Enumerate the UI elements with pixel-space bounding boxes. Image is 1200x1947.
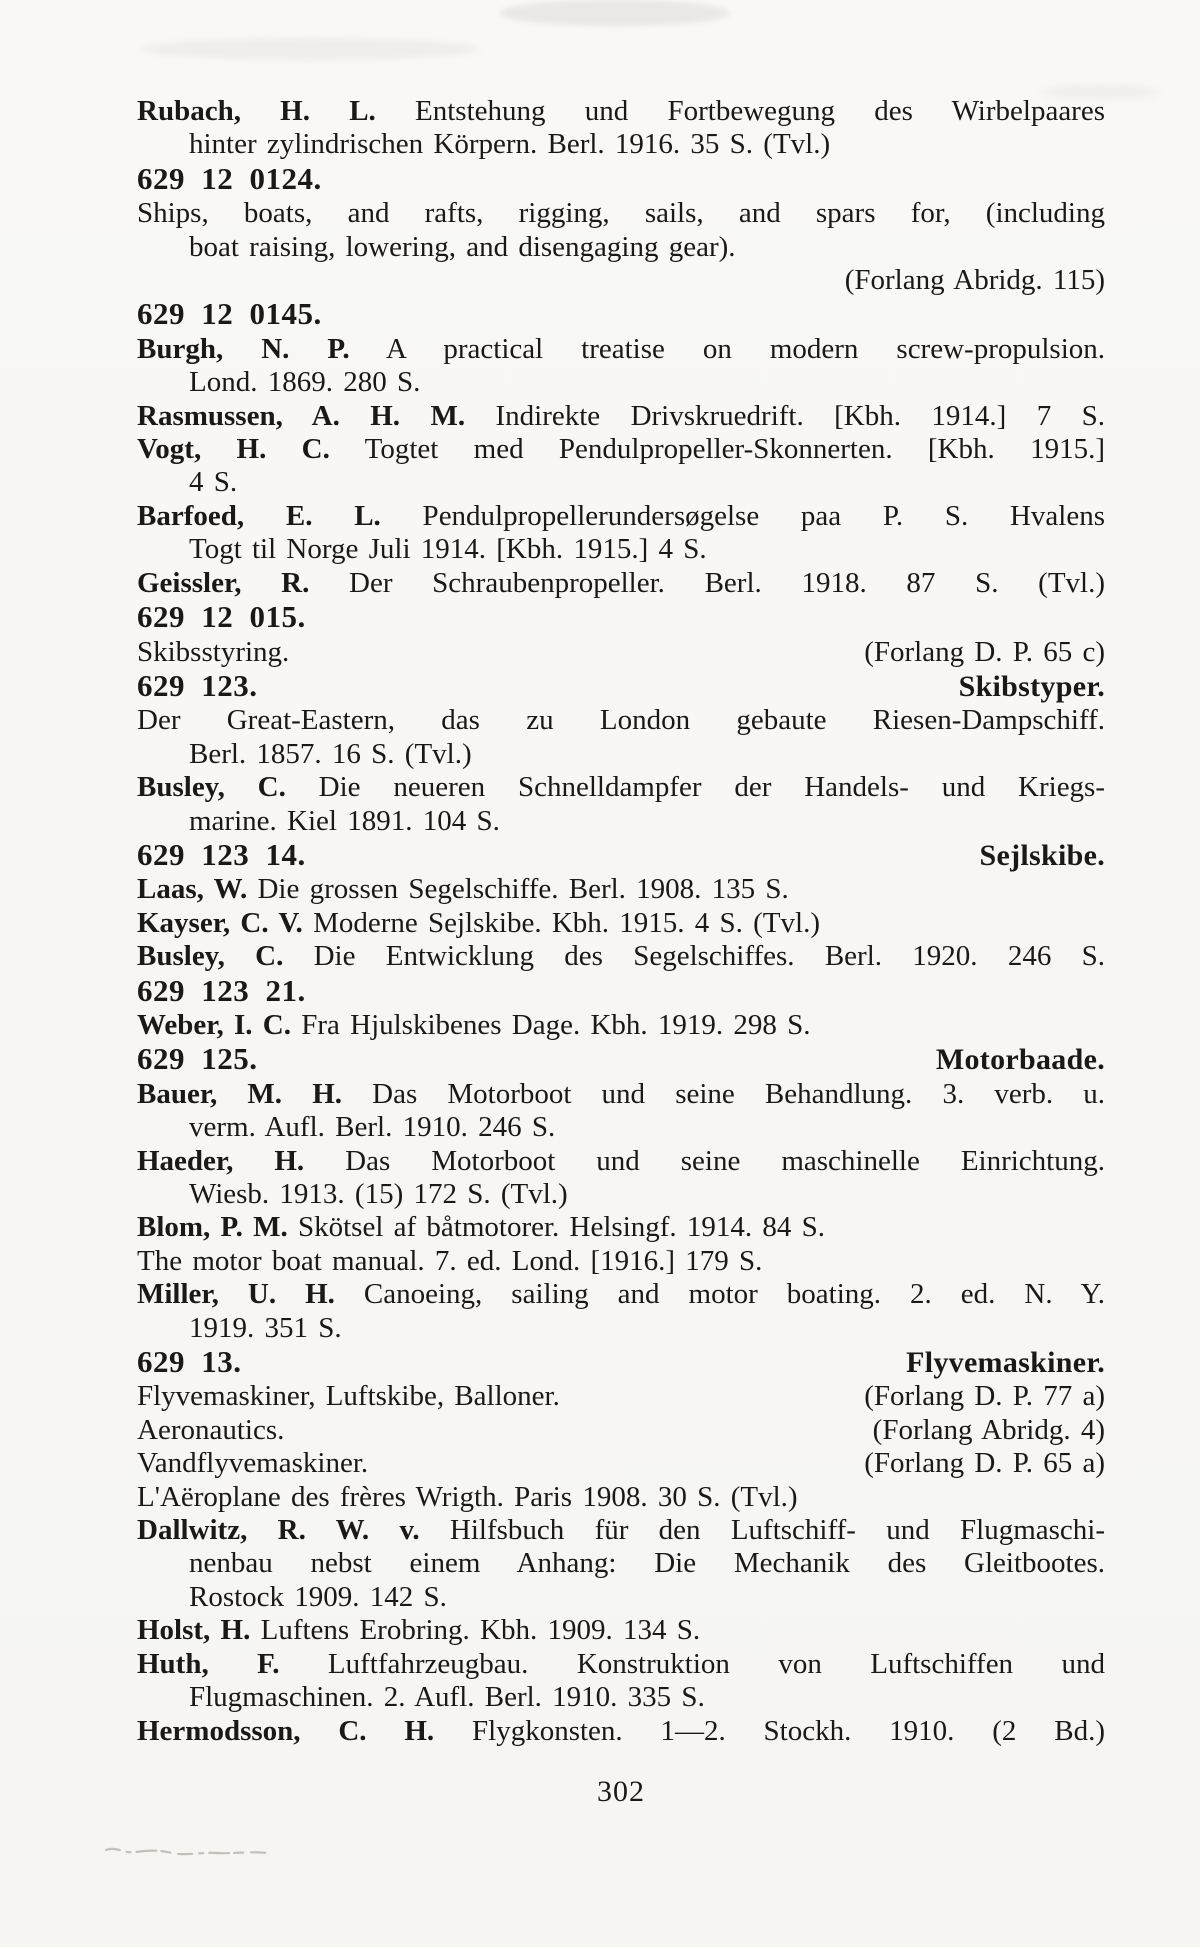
catalog-line (137, 231, 1105, 264)
line-left (189, 1178, 568, 1210)
catalog-line (137, 704, 1105, 737)
reference-note: (Forlang Abridg. 4) (872, 1413, 1105, 1446)
catalog-line (137, 1414, 1105, 1447)
line-left (137, 940, 1105, 972)
entry-text: 4 S. (189, 466, 238, 499)
line-left (137, 873, 789, 905)
section-label: Skibstyper. (958, 669, 1105, 703)
classification-number: 629 123 21. (137, 972, 306, 1008)
catalog-line (137, 1648, 1105, 1681)
classification-line (137, 1042, 1105, 1077)
line-left (137, 433, 1105, 465)
entry-text: Flygkonsten. 1—2. Stockh. 1910. (2 Bd.) (434, 1714, 1105, 1747)
catalog-line (137, 95, 1105, 128)
entry-text: L'Aëroplane des frères Wrigth. Paris 1908. 30 S. (Tvl.) (137, 1480, 798, 1513)
classification-line (137, 974, 1105, 1009)
line-left (189, 1111, 555, 1143)
line-left (137, 197, 1105, 229)
author-name: Busley, C. (137, 771, 286, 804)
entry-text: Berl. 1857. 16 S. (Tvl.) (189, 737, 472, 770)
entry-text: Pendulpropellerundersøgelse paa P. S. Hvalens (380, 499, 1105, 532)
line-left (137, 972, 306, 1008)
catalog-line (137, 533, 1105, 566)
catalog-line (137, 567, 1105, 600)
catalog-line (137, 333, 1105, 366)
line-left (189, 1547, 1105, 1579)
classification-number: 629 12 0124. (137, 160, 322, 196)
line-left (189, 533, 707, 565)
entry-text: marine. Kiel 1891. 104 S. (189, 804, 500, 837)
line-left (137, 1078, 1105, 1110)
classification-line (137, 600, 1105, 635)
line-left (189, 366, 420, 398)
classification-line (137, 838, 1105, 873)
catalog-line (137, 873, 1105, 906)
entry-text: Rostock 1909. 142 S. (189, 1580, 447, 1613)
line-left (189, 231, 736, 263)
catalog-line (137, 1715, 1105, 1748)
classification-number: 629 12 0145. (137, 296, 322, 332)
line-left (137, 704, 1105, 736)
line-left (137, 1514, 1105, 1546)
scan-smudge-upper-left (140, 38, 480, 60)
pencil-mark (102, 1840, 272, 1864)
entry-text: A practical treatise on modern screw-propulsion. (349, 332, 1105, 365)
entry-text: Vandflyvemaskiner. (137, 1447, 369, 1480)
catalog-line (137, 907, 1105, 940)
section-label: Motorbaade. (935, 1043, 1105, 1077)
line-left (137, 907, 820, 939)
classification-number: 629 123. (137, 667, 258, 703)
line-left (137, 1145, 1105, 1177)
classification-line (137, 669, 1105, 704)
author-name: Vogt, H. C. (137, 433, 330, 466)
entry-text: Lond. 1869. 280 S. (189, 366, 421, 399)
entry-text: Das Motorboot und seine maschinelle Einrichtung. (304, 1144, 1105, 1177)
author-name: Miller, U. H. (137, 1278, 335, 1311)
line-left (137, 599, 306, 635)
classification-line (137, 1345, 1105, 1380)
entry-text: Die neueren Schnelldampfer der Handels- und Kriegs- (285, 771, 1106, 804)
entry-text: Ships, boats, and rafts, rigging, sails, and spars for, (including (137, 197, 1105, 230)
classification-number: 629 13. (137, 1344, 242, 1380)
author-name: Rasmussen, A. H. M. (137, 399, 466, 432)
catalog-line (137, 1278, 1105, 1311)
section-label: Sejlskibe. (979, 838, 1105, 872)
line-left (189, 128, 830, 160)
line-left (137, 1042, 258, 1077)
line-left (137, 160, 322, 196)
line-left (137, 1715, 1105, 1747)
author-name: Barfoed, E. L. (137, 499, 381, 532)
entry-text: Der Schraubenpropeller. Berl. 1918. 87 S. (Tvl.) (309, 566, 1105, 599)
entry-text: Flugmaschinen. 2. Aufl. Berl. 1910. 335 S. (189, 1681, 705, 1714)
catalog-line (137, 1245, 1105, 1278)
line-left (189, 1681, 705, 1713)
scan-smudge-top (500, 0, 730, 26)
reference-note: (Forlang D. P. 65 c) (864, 635, 1105, 668)
section-label: Flyvemaskiner. (906, 1346, 1105, 1380)
classification-line (137, 162, 1105, 197)
author-name: Busley, C. (137, 940, 284, 973)
catalog-text-block (137, 95, 1105, 1809)
author-name: Huth, F. (137, 1647, 280, 1680)
line-left (137, 500, 1105, 532)
catalog-line (137, 1111, 1105, 1144)
catalog-line (137, 366, 1105, 399)
line-left (189, 466, 237, 498)
line-left (137, 95, 1105, 127)
reference-note: (Forlang Abridg. 115) (844, 264, 1105, 297)
entry-text: Die Entwicklung des Segelschiffes. Berl. 1920. 246 S. (283, 940, 1105, 973)
catalog-line (137, 1380, 1105, 1413)
catalog-line (137, 1681, 1105, 1714)
line-left (189, 805, 500, 837)
author-name: Laas, W. (137, 873, 248, 906)
catalog-line (137, 128, 1105, 161)
catalog-line (137, 500, 1105, 533)
entry-text: Hilfsbuch für den Luftschiff- und Flugmaschi- (419, 1514, 1105, 1547)
author-name: Haeder, H. (137, 1144, 305, 1177)
entry-text: Das Motorboot und seine Behandlung. 3. verb. u. (342, 1077, 1105, 1110)
author-name: Hermodsson, C. H. (137, 1714, 435, 1747)
line-left (137, 1245, 762, 1277)
catalog-line (137, 1009, 1105, 1042)
line-left (189, 738, 472, 770)
catalog-line (137, 197, 1105, 230)
line-left (137, 400, 1105, 432)
catalog-line (137, 264, 1105, 297)
line-left (137, 771, 1105, 803)
line-left (137, 1278, 1105, 1310)
reference-note: (Forlang D. P. 65 a) (864, 1447, 1105, 1480)
entry-text: 1919. 351 S. (189, 1311, 342, 1344)
entry-text: Aeronautics. (137, 1413, 285, 1446)
line-left (137, 1345, 242, 1380)
catalog-line (137, 433, 1105, 466)
catalog-line (137, 940, 1105, 973)
classification-number: 629 123 14. (137, 836, 306, 872)
entry-text: verm. Aufl. Berl. 1910. 246 S. (189, 1111, 556, 1144)
catalog-line (137, 1312, 1105, 1345)
entry-text: hinter zylindrischen Körpern. Berl. 1916. 35 S. (Tvl.) (189, 128, 831, 161)
entry-text: The motor boat manual. 7. ed. Lond. [1916.] 179 S. (137, 1244, 763, 1277)
catalog-line (137, 1481, 1105, 1514)
line-left (137, 1447, 368, 1480)
line-left (137, 1211, 825, 1243)
catalog-line (137, 805, 1105, 838)
entry-text: Entstehung und Fortbewegung des Wirbelpaares (375, 95, 1105, 127)
catalog-line (137, 1514, 1105, 1547)
catalog-line (137, 1614, 1105, 1647)
entry-text: Skibsstyring. (137, 635, 290, 668)
entry-text: Luftfahrzeugbau. Konstruktion von Luftschiffen und (279, 1647, 1105, 1680)
line-left (137, 669, 258, 704)
line-left (137, 1009, 811, 1041)
catalog-line (137, 636, 1105, 669)
catalog-line (137, 466, 1105, 499)
entry-text: Moderne Sejlskibe. Kbh. 1915. 4 S. (Tvl.) (302, 906, 820, 939)
author-name: Geissler, R. (137, 566, 310, 599)
author-name: Weber, I. C. (137, 1008, 291, 1041)
line-left (137, 1648, 1105, 1680)
author-name: Kayser, C. V. (137, 906, 303, 939)
line-left (137, 1414, 284, 1447)
entry-text: Togtet med Pendulpropeller-Skonnerten. [Kbh. 1915.] (329, 433, 1105, 466)
entry-text: Skötsel af båtmotorer. Helsingf. 1914. 84 S. (287, 1211, 826, 1244)
entry-text: Flyvemaskiner, Luftskibe, Balloner. (137, 1380, 560, 1413)
catalog-lines (137, 95, 1105, 1748)
line-left (137, 1614, 700, 1646)
author-name: Blom, P. M. (137, 1211, 288, 1244)
line-left (137, 1481, 798, 1513)
catalog-line (137, 1581, 1105, 1614)
line-left (137, 1380, 560, 1413)
reference-note: (Forlang D. P. 77 a) (864, 1380, 1105, 1413)
entry-text: nenbau nebst einem Anhang: Die Mechanik des Gleitbootes. (189, 1547, 1105, 1580)
catalog-line (137, 1078, 1105, 1111)
catalog-line (137, 1547, 1105, 1580)
line-left (137, 636, 289, 669)
catalog-line (137, 771, 1105, 804)
author-name: Burgh, N. P. (137, 332, 350, 365)
entry-text: Luftens Erobring. Kbh. 1909. 134 S. (250, 1614, 701, 1647)
catalog-line (137, 400, 1105, 433)
author-name: Rubach, H. L. (137, 95, 376, 127)
catalog-line (137, 1211, 1105, 1244)
author-name: Bauer, M. H. (137, 1077, 342, 1110)
catalog-line (137, 738, 1105, 771)
entry-text: Canoeing, sailing and motor boating. 2. ed. N. Y. (334, 1278, 1105, 1311)
catalog-line (137, 1447, 1105, 1480)
line-left (189, 1312, 342, 1344)
entry-text: Wiesb. 1913. (15) 172 S. (Tvl.) (189, 1178, 568, 1210)
catalog-line (137, 1178, 1105, 1211)
line-left (137, 296, 322, 332)
entry-text: Der Great-Eastern, das zu London gebaute Riesen-Dampschiff. (137, 704, 1105, 737)
page-number: 302 (597, 1774, 645, 1808)
classification-line (137, 297, 1105, 332)
classification-number: 629 125. (137, 1041, 258, 1077)
entry-text: Indirekte Drivskruedrift. [Kbh. 1914.] 7 S. (465, 399, 1105, 432)
line-left (137, 567, 1105, 599)
entry-text: Togt til Norge Juli 1914. [Kbh. 1915.] 4 S. (189, 533, 707, 566)
line-left (137, 838, 306, 873)
entry-text: Fra Hjulskibenes Dage. Kbh. 1919. 298 S. (290, 1008, 811, 1041)
author-name: Dallwitz, R. W. v. (137, 1514, 420, 1547)
line-left (137, 333, 1105, 365)
entry-text: boat raising, lowering, and disengaging gear). (189, 230, 736, 263)
catalog-line (137, 1145, 1105, 1178)
author-name: Holst, H. (137, 1614, 251, 1647)
line-left (189, 1581, 447, 1613)
entry-text: Die grossen Segelschiffe. Berl. 1908. 135 S. (247, 873, 789, 906)
classification-number: 629 12 015. (137, 599, 306, 635)
